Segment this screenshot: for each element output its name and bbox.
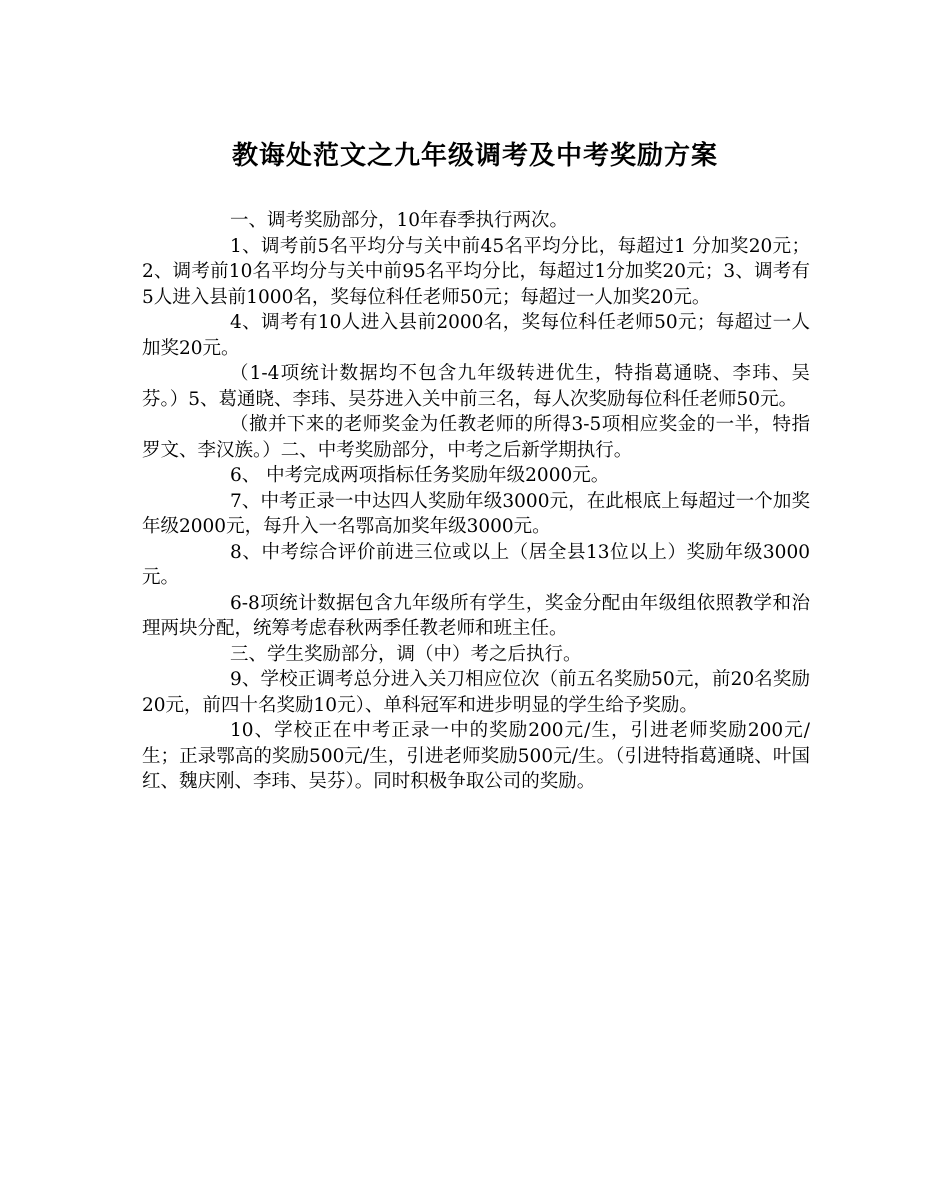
paragraph-item-5: （1-4项统计数据均不包含九年级转进优生，特指葛通晓、李玮、吴芬。）5、葛通晓、李玮、吴芬进入关中前三名，每人次奖励每位科任老师50元。 [142,363,810,410]
paragraph-item-4: 4、调考有10人进入县前2000名，奖每位科任老师50元；每超过一人加奖20元。 [142,312,810,359]
paragraph-item-6: 6、 中考完成两项指标任务奖励年级2000元。 [230,465,610,486]
paragraph-item-10: 10、学校正在中考正录一中的奖励200元/生，引进老师奖励200元/生；正录鄂高的奖励500元/生，引进老师奖励500元/生。（引进特指葛通晓、叶国红、魏庆刚、李玮、吴芬）。同时积极争取公司的奖励。 [142,720,810,792]
paragraph-items-6-8-note: 6-8项统计数据包含九年级所有学生，奖金分配由年级组依照教学和治理两块分配，统筹考虑春秋两季任教老师和班主任。 [142,592,810,639]
paragraph-item-9: 9、学校正调考总分进入关刀相应位次（前五名奖励50元，前20名奖励20元，前四十名奖励10元）、单科冠军和进步明显的学生给予奖励。 [142,669,810,716]
paragraph-item-7: 7、中考正录一中达四人奖励年级3000元，在此根底上每超过一个加奖年级2000元，每升入一名鄂高加奖年级3000元。 [142,490,810,537]
paragraph-section-1-heading: 一、调考奖励部分，10年春季执行两次。 [230,210,569,231]
paragraph-items-1-3: 1、调考前5名平均分与关中前45名平均分比，每超过1 分加奖20元；2、调考前10名平均分与关中前95名平均分比，每超过1分加奖20元；3、调考有5人进入县前1000名，奖每位科任老师50元；每超过一人加奖20元。 [142,235,810,308]
document-body [142,208,810,795]
paragraph-item-8: 8、中考综合评价前进三位或以上（居全县13位以上）奖励年级3000元。 [142,541,810,588]
document-title: 教诲处范文之九年级调考及中考奖励方案 [231,141,718,171]
paragraph-section-3-heading: 三、学生奖励部分，调（中）考之后执行。 [230,643,582,665]
paragraph-section-2-heading: （撤并下来的老师奖金为任教老师的所得3-5项相应奖金的一半，特指罗文、李汉族。）二、中考奖励部分，中考之后新学期执行。 [142,414,810,461]
